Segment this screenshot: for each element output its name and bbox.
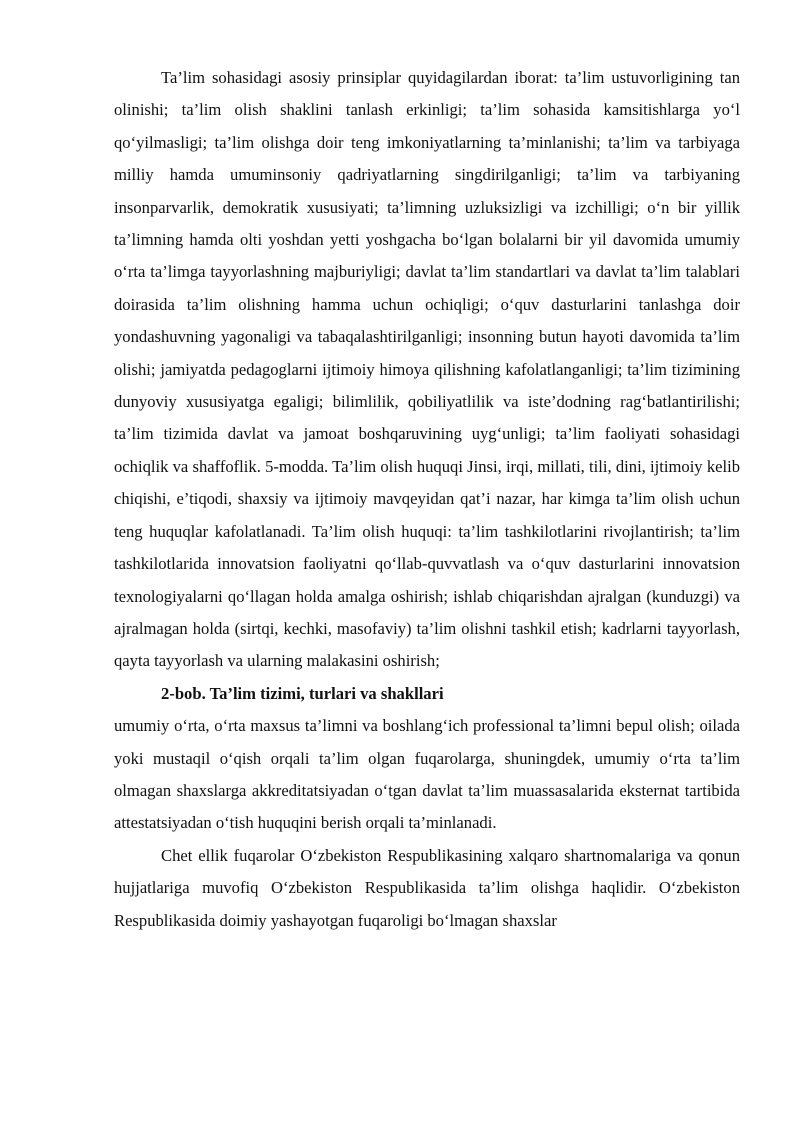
document-page: [114, 62, 740, 937]
paragraph-continuation: umumiy o‘rta, o‘rta maxsus ta’limni va boshlang‘ich professional ta’limni bepul olish; oilada yoki mustaqil o‘qish orqali ta’lim olgan fuqarolarga, shuningdek, umumiy o‘rta ta’lim olmagan shaxslarga akkreditatsiyadan o‘tgan davlat ta’lim muassasalarida eksternat tartibida attestatsiyadan o‘tish huquqini berish orqali ta’minlanadi.: [114, 716, 740, 833]
paragraph-foreign-citizens: Chet ellik fuqarolar O‘zbekiston Respublikasining xalqaro shartnomalariga va qonun hujjatlariga muvofiq O‘zbekiston Respublikasida ta’lim olishga haqlidir. O‘zbekiston Respublikasida doimiy yashayotgan fuqaroligi bo‘lmagan shaxslar: [114, 845, 740, 930]
paragraph-principles: Ta’lim sohasidagi asosiy prinsiplar quyidagilardan iborat: ta’lim ustuvorligining tan olinishi; ta’lim olish shaklini tanlash erkinligi; ta’lim sohasida kamsitishlarga yo‘l qo‘yilmasligi; ta’lim olishga doir teng imkoniyatlarning ta’minlanishi; ta’lim va tarbiyaga milliy hamda umuminsoniy qadriyatlarning singdirilganligi; ta’lim va tarbiyaning insonparvarlik, demokratik xususiyati; ta’limning uzluksizligi va izchilligi; o‘n bir yillik ta’limning hamda olti yoshdan yetti yoshgacha bo‘lgan bolalarni bir yil davomida umumiy o‘rta ta’limga tayyorlashning majburiyligi; davlat ta’lim standartlari va davlat ta’lim talablari doirasida ta’lim olishning hamma uchun ochiqligi; o‘quv dasturlarini tanlashga doir yondashuvning yagonaligi va tabaqalashtirilganligi; insonning butun hayoti davomida ta’lim olishi; jamiyatda pedagoglarni ijtimoiy himoya qilishning kafolatlanganligi; ta’lim tizimining dunyoviy xususiyatga egaligi; bilimlilik, qobiliyatlilik va iste’dodning rag‘batlantirilishi; ta’lim tizimida davlat va jamoat boshqaruvining uyg‘unligi; ta’lim faoliyati sohasidagi ochiqlik va shaffoflik. 5-modda. Ta’lim olish huquqi Jinsi, irqi, millati, tili, dini, ijtimoiy kelib chiqishi, e’tiqodi, shaxsiy va ijtimoiy mavqeyidan qat’i nazar, har kimga ta’lim olish uchun teng huquqlar kafolatlanadi. Ta’lim olish huquqi: ta’lim tashkilotlarini rivojlantirish; ta’lim tashkilotlarida innovatsion faoliyatni qo‘llab-quvvatlash va o‘quv dasturlarini innovatsion texnologiyalarni qo‘llagan holda amalga oshirish; ishlab chiqarishdan ajralgan (kunduzgi) va ajralmagan holda (sirtqi, kechki, masofaviy) ta’lim olishni tashkil etish; kadrlarni tayyorlash, qayta tayyorlash va ularning malakasini oshirish;: [114, 68, 740, 671]
section-heading: 2-bob. Ta’lim tizimi, turlari va shakllari: [161, 683, 444, 703]
